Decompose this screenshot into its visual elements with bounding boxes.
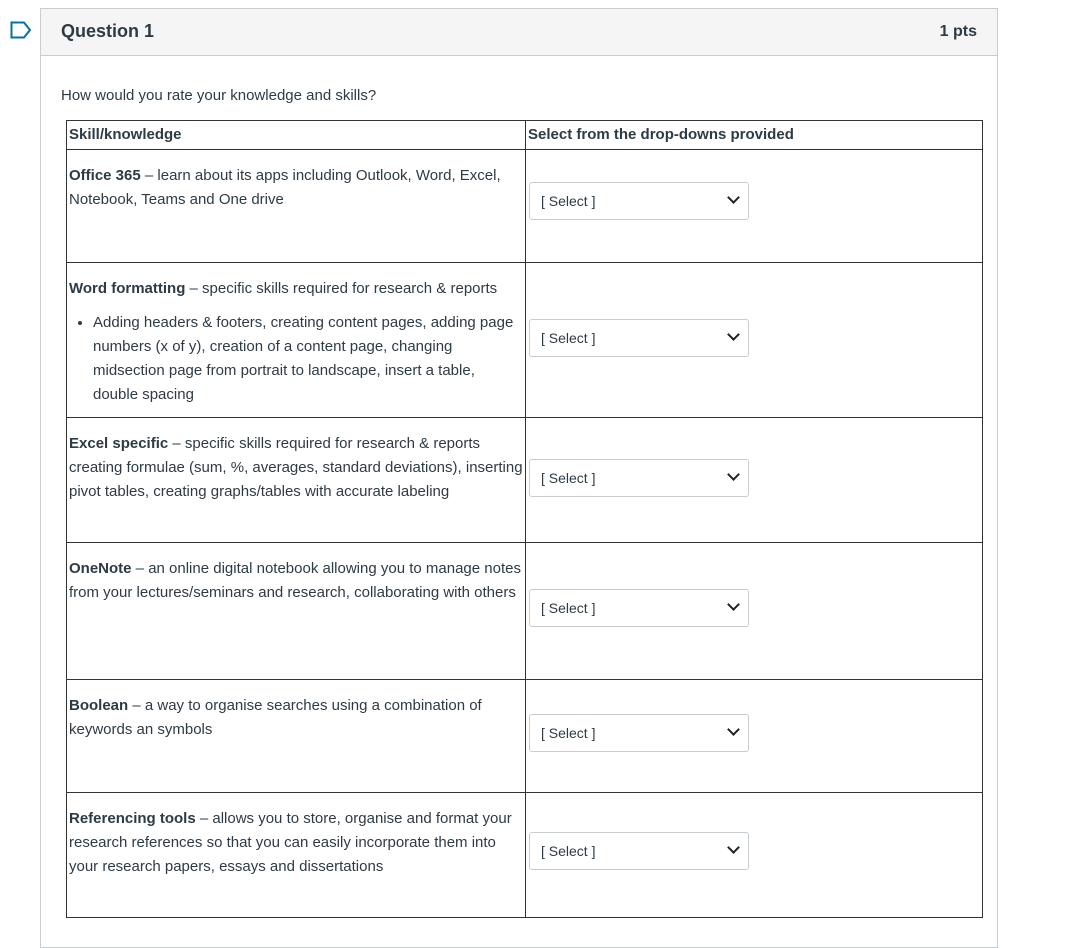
question-title: Question 1	[61, 21, 155, 41]
chevron-down-icon	[727, 191, 740, 204]
skill-keyword: OneNote	[69, 560, 132, 577]
skill-keyword: Office 365	[69, 167, 141, 184]
skill-keyword: Referencing tools	[69, 810, 196, 827]
table-row	[67, 543, 983, 680]
select-value: [ Select ]	[541, 725, 596, 741]
select-cell	[526, 150, 983, 263]
chevron-down-icon	[727, 328, 740, 341]
question-prompt: How would you rate your knowledge and skills?	[61, 87, 377, 104]
column-header-skill: Skill/knowledge	[67, 121, 526, 150]
skill-description: – learn about its apps including Outlook, Word, Excel, Notebook, Teams and One drive	[69, 167, 501, 208]
skill-cell	[67, 543, 526, 680]
table-row	[67, 680, 983, 793]
chevron-down-icon	[727, 723, 740, 736]
skill-cell	[67, 418, 526, 543]
select-cell	[526, 418, 983, 543]
table-row	[67, 418, 983, 543]
skill-description: – an online digital notebook allowing you to manage notes from your lectures/seminars and research, collaborating with others	[69, 560, 521, 601]
rating-select[interactable]	[529, 459, 749, 497]
skill-description: – a way to organise searches using a combination of keywords an symbols	[69, 697, 482, 738]
select-value: [ Select ]	[541, 193, 596, 209]
skills-table	[66, 120, 983, 918]
column-header-select: Select from the drop-downs provided	[526, 121, 983, 150]
skill-keyword: Word formatting	[69, 280, 186, 297]
chevron-down-icon	[727, 841, 740, 854]
select-cell	[526, 263, 983, 418]
rating-select[interactable]	[529, 714, 749, 752]
table-header-row	[67, 121, 983, 150]
flag-question-icon[interactable]	[10, 21, 32, 39]
skill-description: – specific skills required for research & reports	[185, 280, 498, 297]
chevron-down-icon	[727, 468, 740, 481]
skill-keyword: Excel specific	[69, 435, 169, 452]
skill-bullet-item: • Adding headers & footers, creating content pages, adding page numbers (x of y), creation of a content page, changing midsection page from portrait to landscape, insert a table, double spacing	[93, 311, 523, 407]
skill-description: – allows you to store, organise and format your research references so that you can easily incorporate them into your research papers, essays and dissertations	[69, 810, 512, 875]
select-cell	[526, 680, 983, 793]
question-header	[41, 9, 997, 56]
question-card	[40, 8, 998, 948]
chevron-down-icon	[727, 598, 740, 611]
skill-keyword: Boolean	[69, 697, 129, 714]
select-value: [ Select ]	[541, 469, 596, 486]
select-value: [ Select ]	[541, 843, 596, 859]
skill-description: – specific skills required for research & reports creating formulae (sum, %, averages, standard deviations), inserting pivot tables, creating graphs/tables with accurate labeling	[69, 435, 523, 500]
select-value: [ Select ]	[541, 330, 596, 346]
skill-bullet-list	[69, 311, 523, 407]
skill-cell	[67, 793, 526, 918]
table-row	[67, 793, 983, 918]
question-points: 1 pts	[939, 23, 977, 40]
skill-cell	[67, 263, 526, 418]
rating-select[interactable]	[529, 319, 749, 357]
select-cell	[526, 543, 983, 680]
select-value: [ Select ]	[541, 600, 596, 616]
skill-cell	[67, 680, 526, 793]
rating-select[interactable]	[529, 182, 749, 220]
rating-select[interactable]	[529, 589, 749, 627]
rating-select[interactable]	[529, 832, 749, 870]
table-row	[67, 150, 983, 263]
skill-cell	[67, 150, 526, 263]
table-row	[67, 263, 983, 418]
select-cell	[526, 793, 983, 918]
